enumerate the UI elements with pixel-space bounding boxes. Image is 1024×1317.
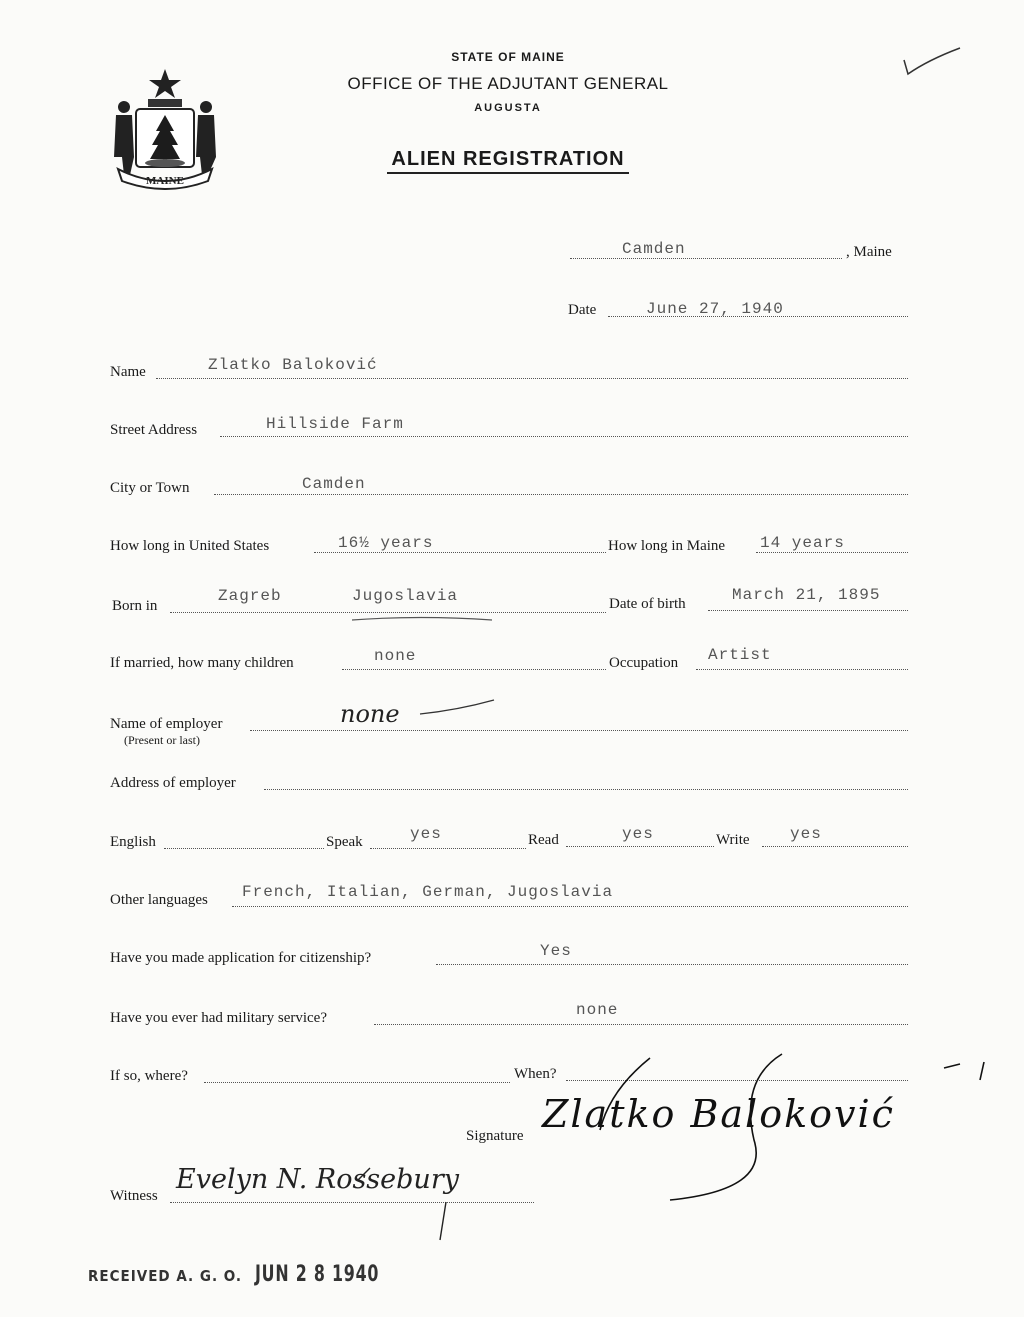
write-value[interactable]: yes bbox=[790, 825, 822, 843]
other-languages-line bbox=[232, 906, 908, 907]
date-label: Date bbox=[568, 302, 597, 318]
occupation-line bbox=[696, 669, 908, 670]
employer-address-label: Address of employer bbox=[110, 775, 236, 791]
city-town-label: City or Town bbox=[110, 480, 190, 496]
dob-line bbox=[708, 610, 908, 611]
where-line bbox=[204, 1082, 510, 1083]
received-stamp bbox=[88, 1262, 410, 1287]
city-town-line bbox=[214, 494, 908, 495]
witness-strokes bbox=[176, 1148, 476, 1248]
children-label: If married, how many children bbox=[110, 655, 294, 671]
signature-value[interactable]: Zlatko Baloković bbox=[542, 1092, 895, 1136]
handwriting-stroke bbox=[418, 698, 498, 718]
write-label: Write bbox=[716, 832, 750, 848]
write-line bbox=[762, 846, 908, 847]
how-long-us-line bbox=[314, 552, 606, 553]
name-line bbox=[156, 378, 908, 379]
location-line bbox=[570, 258, 842, 259]
city-heading: AUGUSTA bbox=[474, 102, 542, 114]
city-town-value[interactable]: Camden bbox=[302, 475, 366, 493]
street-line bbox=[220, 436, 908, 437]
name-label: Name bbox=[110, 364, 146, 380]
citizenship-value[interactable]: Yes bbox=[540, 942, 572, 960]
state-heading: STATE OF MAINE bbox=[451, 50, 565, 64]
location-suffix: , Maine bbox=[846, 244, 892, 260]
citizenship-label: Have you made application for citizenship? bbox=[110, 950, 372, 966]
how-long-maine-line bbox=[756, 552, 908, 553]
office-heading: OFFICE OF THE ADJUTANT GENERAL bbox=[347, 74, 669, 93]
where-label: If so, where? bbox=[110, 1068, 188, 1084]
witness-label: Witness bbox=[110, 1188, 158, 1204]
employer-sublabel: (Present or last) bbox=[124, 733, 200, 747]
how-long-us-value[interactable]: 16½ years bbox=[338, 534, 434, 552]
other-languages-value[interactable]: French, Italian, German, Jugoslavia bbox=[242, 883, 614, 901]
street-value[interactable]: Hillside Farm bbox=[266, 415, 404, 433]
read-value[interactable]: yes bbox=[622, 825, 654, 843]
seal-text: MAINE bbox=[146, 175, 184, 187]
form-title: ALIEN REGISTRATION bbox=[0, 148, 1020, 171]
handwritten-underline bbox=[350, 614, 494, 624]
date-value[interactable]: June 27, 1940 bbox=[646, 300, 784, 318]
born-in-line bbox=[170, 612, 606, 613]
military-line bbox=[374, 1024, 908, 1025]
speak-line bbox=[370, 848, 526, 849]
occupation-label: Occupation bbox=[609, 655, 679, 671]
military-label: Have you ever had military service? bbox=[110, 1010, 327, 1026]
born-city-value[interactable]: Zagreb bbox=[218, 587, 282, 605]
born-country-value[interactable]: Jugoslavia bbox=[352, 587, 459, 605]
how-long-maine-label: How long in Maine bbox=[608, 538, 726, 554]
name-value[interactable]: Zlatko Baloković bbox=[208, 356, 378, 374]
occupation-value[interactable]: Artist bbox=[708, 646, 772, 664]
employer-line bbox=[250, 730, 908, 731]
read-label: Read bbox=[528, 832, 559, 848]
read-line bbox=[566, 846, 714, 847]
signature-strokes bbox=[540, 1050, 990, 1210]
born-in-label: Born in bbox=[112, 598, 158, 614]
dob-label: Date of birth bbox=[609, 596, 686, 612]
dob-value[interactable]: March 21, 1895 bbox=[732, 586, 881, 604]
signature-label: Signature bbox=[466, 1128, 524, 1144]
military-value[interactable]: none bbox=[576, 1001, 619, 1019]
employer-label: Name of employer bbox=[110, 716, 223, 732]
how-long-us-label: How long in United States bbox=[110, 538, 270, 554]
english-line bbox=[164, 848, 324, 849]
when-label: When? bbox=[514, 1066, 557, 1082]
check-mark-icon bbox=[898, 44, 968, 84]
children-value[interactable]: none bbox=[374, 647, 417, 665]
english-label: English bbox=[110, 834, 156, 850]
how-long-maine-value[interactable]: 14 years bbox=[760, 534, 845, 552]
employer-value[interactable]: none bbox=[340, 700, 400, 728]
stamp-date: JUN 2 8 1940 bbox=[255, 1262, 380, 1287]
children-line bbox=[342, 669, 606, 670]
street-label: Street Address bbox=[110, 422, 198, 438]
citizenship-line bbox=[436, 964, 908, 965]
speak-label: Speak bbox=[326, 834, 363, 850]
employer-address-line bbox=[264, 789, 908, 790]
stamp-text: RECEIVED A. G. O. bbox=[88, 1267, 243, 1285]
location-value[interactable]: Camden bbox=[622, 240, 686, 258]
witness-value[interactable]: Evelyn N. Rossebury bbox=[176, 1164, 459, 1195]
speak-value[interactable]: yes bbox=[410, 825, 442, 843]
other-languages-label: Other languages bbox=[110, 892, 208, 908]
